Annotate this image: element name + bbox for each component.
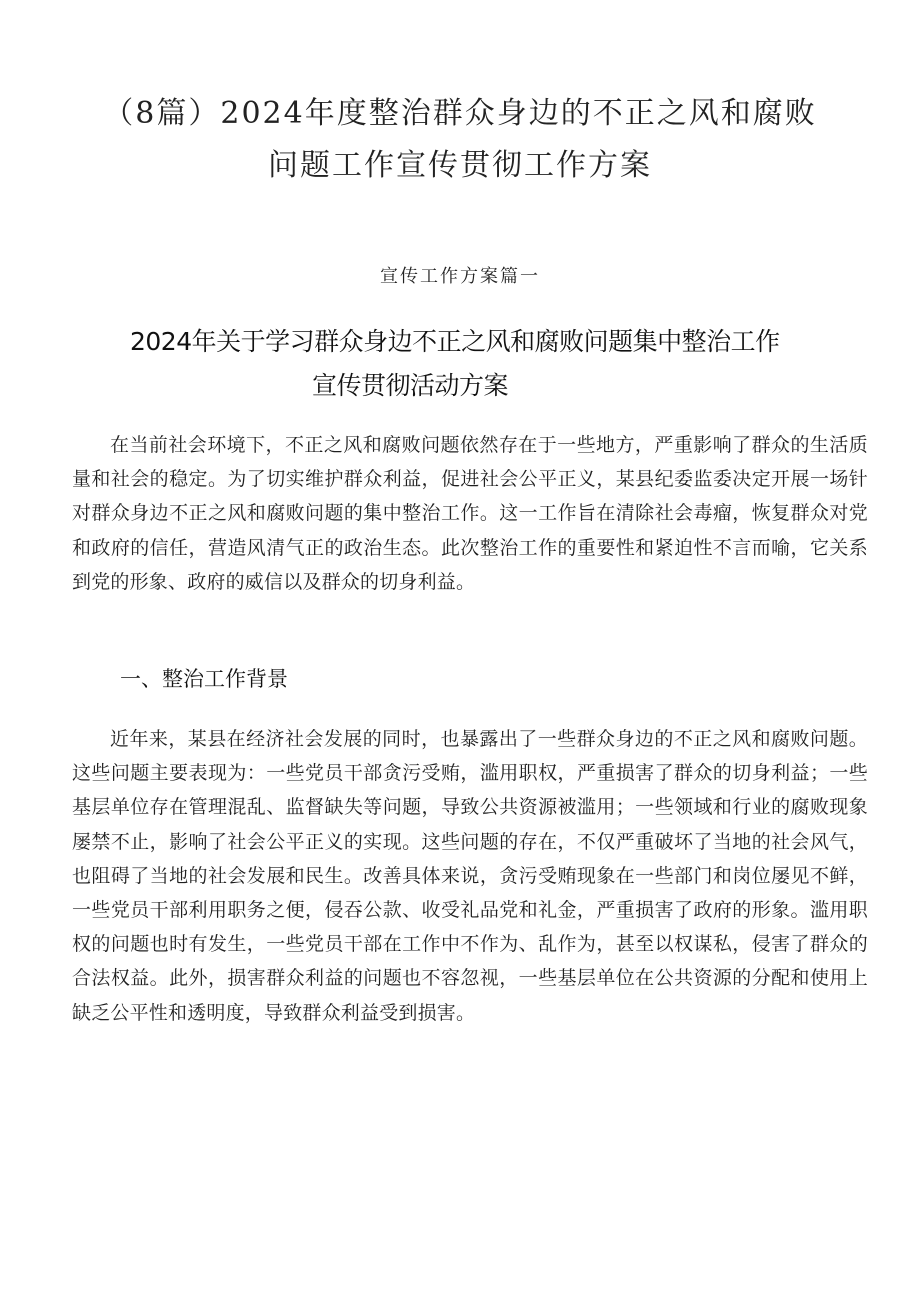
intro-paragraph: 在当前社会环境下，不正之风和腐败问题依然存在于一些地方，严重影响了群众的生活质量和社会的稳定。为了切实维护群众利益，促进社会公平正义，某县纪委监委决定开展一场针对群众身边不正之风和腐败问题的集中整治工作。这一工作旨在清除社会毒瘤，恢复群众对党和政府的信任，营造风清气正的政治生态。此次整治工作的重要性和紧迫性不言而喻，它关系到党的形象、政府的威信以及群众的切身利益。 xyxy=(72,434,868,593)
document-title xyxy=(80,88,840,192)
document-title-line-2: 问题工作宣传贯彻工作方案 xyxy=(268,148,652,183)
section-label: 宣传工作方案篇一 xyxy=(380,266,540,287)
plan-subtitle-line-2: 宣传贯彻活动方案 xyxy=(312,371,509,400)
background-paragraph: 近年来，某县在经济社会发展的同时，也暴露出了一些群众身边的不正之风和腐败问题。这些问题主要表现为：一些党员干部贪污受贿，滥用职权，严重损害了群众的切身利益；一些基层单位存在管理混乱、监督缺失等问题，导致公共资源被滥用；一些领域和行业的腐败现象屡禁不止，影响了社会公平正义的实现。这些问题的存在，不仅严重破坏了当地的社会风气，也阻碍了当地的社会发展和民生。改善具体来说，贪污受贿现象在一些部门和岗位屡见不鲜，一些党员干部利用职务之便，侵吞公款、收受礼品党和礼金，严重损害了政府的形象。滥用职权的问题也时有发生，一些党员干部在工作中不作为、乱作为，甚至以权谋私，侵害了群众的合法权益。此外，损害群众利益的问题也不容忽视，一些基层单位在公共资源的分配和使用上缺乏公平性和透明度，导致群众利益受到损害。 xyxy=(72,728,868,1024)
plan-subtitle-line-1: 2024年关于学习群众身边不正之风和腐败问题集中整治工作 xyxy=(130,327,780,356)
document-title-line-1: （8篇）2024年度整治群众身边的不正之风和腐败 xyxy=(103,96,817,131)
section-heading-background: 一、整治工作背景 xyxy=(120,667,288,691)
plan-subtitle xyxy=(110,320,880,408)
